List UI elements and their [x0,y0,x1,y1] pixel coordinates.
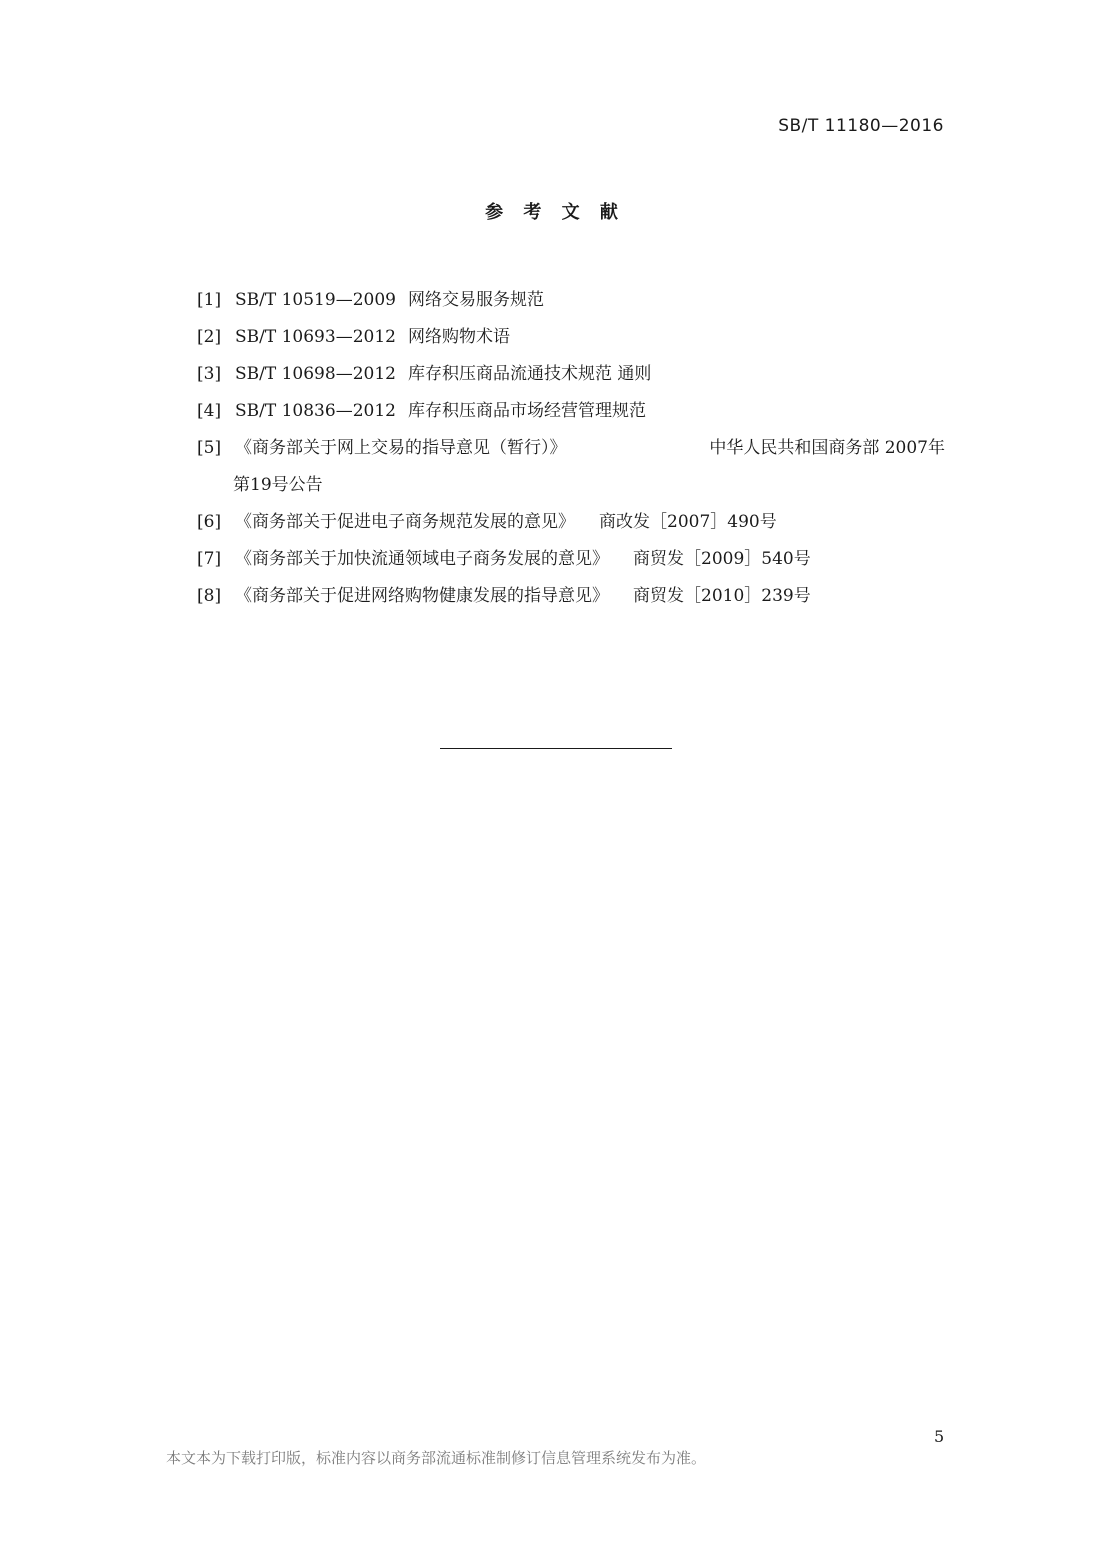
reference-item [197,504,947,541]
reference-continuation: 第19号公告 [233,475,323,495]
end-of-document-rule [440,748,672,749]
reference-number: [1] [197,290,222,310]
reference-item [197,541,947,578]
reference-item [197,319,947,356]
reference-number: [8] [197,586,222,606]
reference-issuer: 商贸发［2010］239号 [633,586,811,606]
reference-item [197,356,947,393]
reference-number: [2] [197,327,222,347]
reference-code: SB/T 10519—2009 [235,290,396,310]
reference-code: SB/T 10836—2012 [235,401,396,421]
reference-item [197,282,947,319]
reference-title: 库存积压商品流通技术规范 通则 [407,364,652,384]
reference-number: [3] [197,364,222,384]
reference-title: 库存积压商品市场经营管理规范 [407,401,646,421]
reference-document: 《商务部关于促进网络购物健康发展的指导意见》 [235,586,609,606]
reference-issuer: 商改发［2007］490号 [599,512,777,532]
reference-item [197,393,947,430]
reference-number: [7] [197,549,222,569]
standard-code: SB/T 11180—2016 [778,116,944,136]
reference-issuer: 商贸发［2009］540号 [633,549,811,569]
section-title: 参 考 文 献 [485,202,625,223]
footer-disclaimer: 本文本为下载打印版，标准内容以商务部流通标准制修订信息管理系统发布为准。 [166,1449,707,1467]
reference-document: 《商务部关于网上交易的指导意见（暂行）》 [235,438,567,458]
reference-code: SB/T 10698—2012 [235,364,396,384]
reference-issuer: 中华人民共和国商务部 2007年 [709,438,945,458]
reference-item [197,430,947,504]
reference-number: [6] [197,512,222,532]
reference-item [197,578,947,615]
reference-number: [5] [197,438,222,458]
page-number: 5 [934,1427,945,1446]
reference-list [197,282,947,615]
reference-code: SB/T 10693—2012 [235,327,396,347]
reference-document: 《商务部关于加快流通领域电子商务发展的意见》 [235,549,609,569]
reference-document: 《商务部关于促进电子商务规范发展的意见》 [235,512,575,532]
reference-title: 网络购物术语 [407,327,510,347]
reference-title: 网络交易服务规范 [407,290,544,310]
reference-number: [4] [197,401,222,421]
